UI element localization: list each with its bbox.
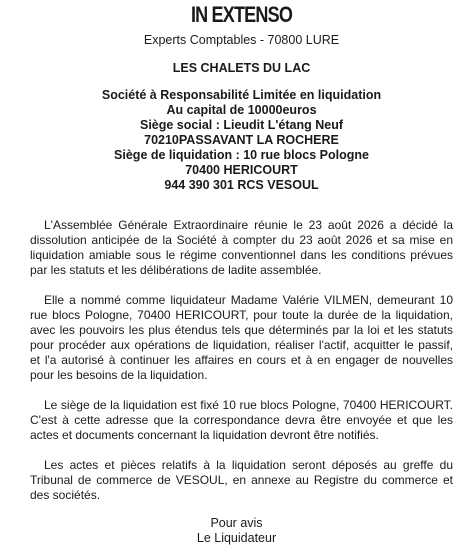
signature-line-2: Le Liquidateur bbox=[196, 531, 277, 545]
legal-form-line: Société à Responsabilité Limitée en liquidation bbox=[101, 88, 382, 102]
rcs-number-line: 944 390 301 RCS VESOUL bbox=[164, 178, 319, 192]
notice-body bbox=[30, 218, 453, 503]
capital-line: Au capital de 10000euros bbox=[166, 103, 317, 117]
masthead-title: IN EXTENSO bbox=[190, 2, 293, 27]
liquidation-office-city-line: 70400 HERICOURT bbox=[185, 163, 298, 177]
company-name: LES CHALETS DU LAC bbox=[172, 61, 311, 75]
company-legal-block bbox=[20, 88, 463, 193]
signature-block bbox=[0, 516, 473, 546]
liquidation-office-line: Siège de liquidation : 10 rue blocs Pologne bbox=[114, 148, 369, 162]
signature-line-1: Pour avis bbox=[210, 516, 263, 530]
registered-office-line: Siège social : Lieudit L'étang Neuf bbox=[139, 118, 343, 132]
paragraph-dissolution: L'Assemblée Générale Extraordinaire réunie le 23 août 2026 a décidé la dissolution anticipée de la Société à compter du 23 août 2026 et sa mise en liquidation amiable sous le régime conventionnel dans les conditions prévues par les statuts et les délibérations de ladite assemblée. bbox=[30, 218, 453, 277]
firm-line: Experts Comptables - 70800 LURE bbox=[143, 33, 340, 47]
paragraph-filing: Les actes et pièces relatifs à la liquidation seront déposés au greffe du Tribunal de commerce de VESOUL, en annexe au Registre du commerce et des sociétés. bbox=[30, 458, 453, 502]
registered-office-city-line: 70210PASSAVANT LA ROCHERE bbox=[144, 133, 339, 147]
paragraph-liquidation-office: Le siège de la liquidation est fixé 10 rue blocs Pologne, 70400 HERICOURT. C'est à cette adresse que la correspondance devra être envoyée et que les actes et documents concernant la liquidation devront être notifiés. bbox=[30, 398, 453, 442]
paragraph-liquidator: Elle a nommé comme liquidateur Madame Valérie VILMEN, demeurant 10 rue blocs Pologne, 70400 HERICOURT, pour toute la durée de la liquidation, avec les pouvoirs les plus étendus tels que déterminés par la loi et les statuts pour procéder aux opérations de liquidation, réaliser l'actif, acquitter le passif, et l'a autorisé à continuer les affaires en cours et à en engager de nouvelles pour les besoins de la liquidation. bbox=[30, 293, 453, 382]
